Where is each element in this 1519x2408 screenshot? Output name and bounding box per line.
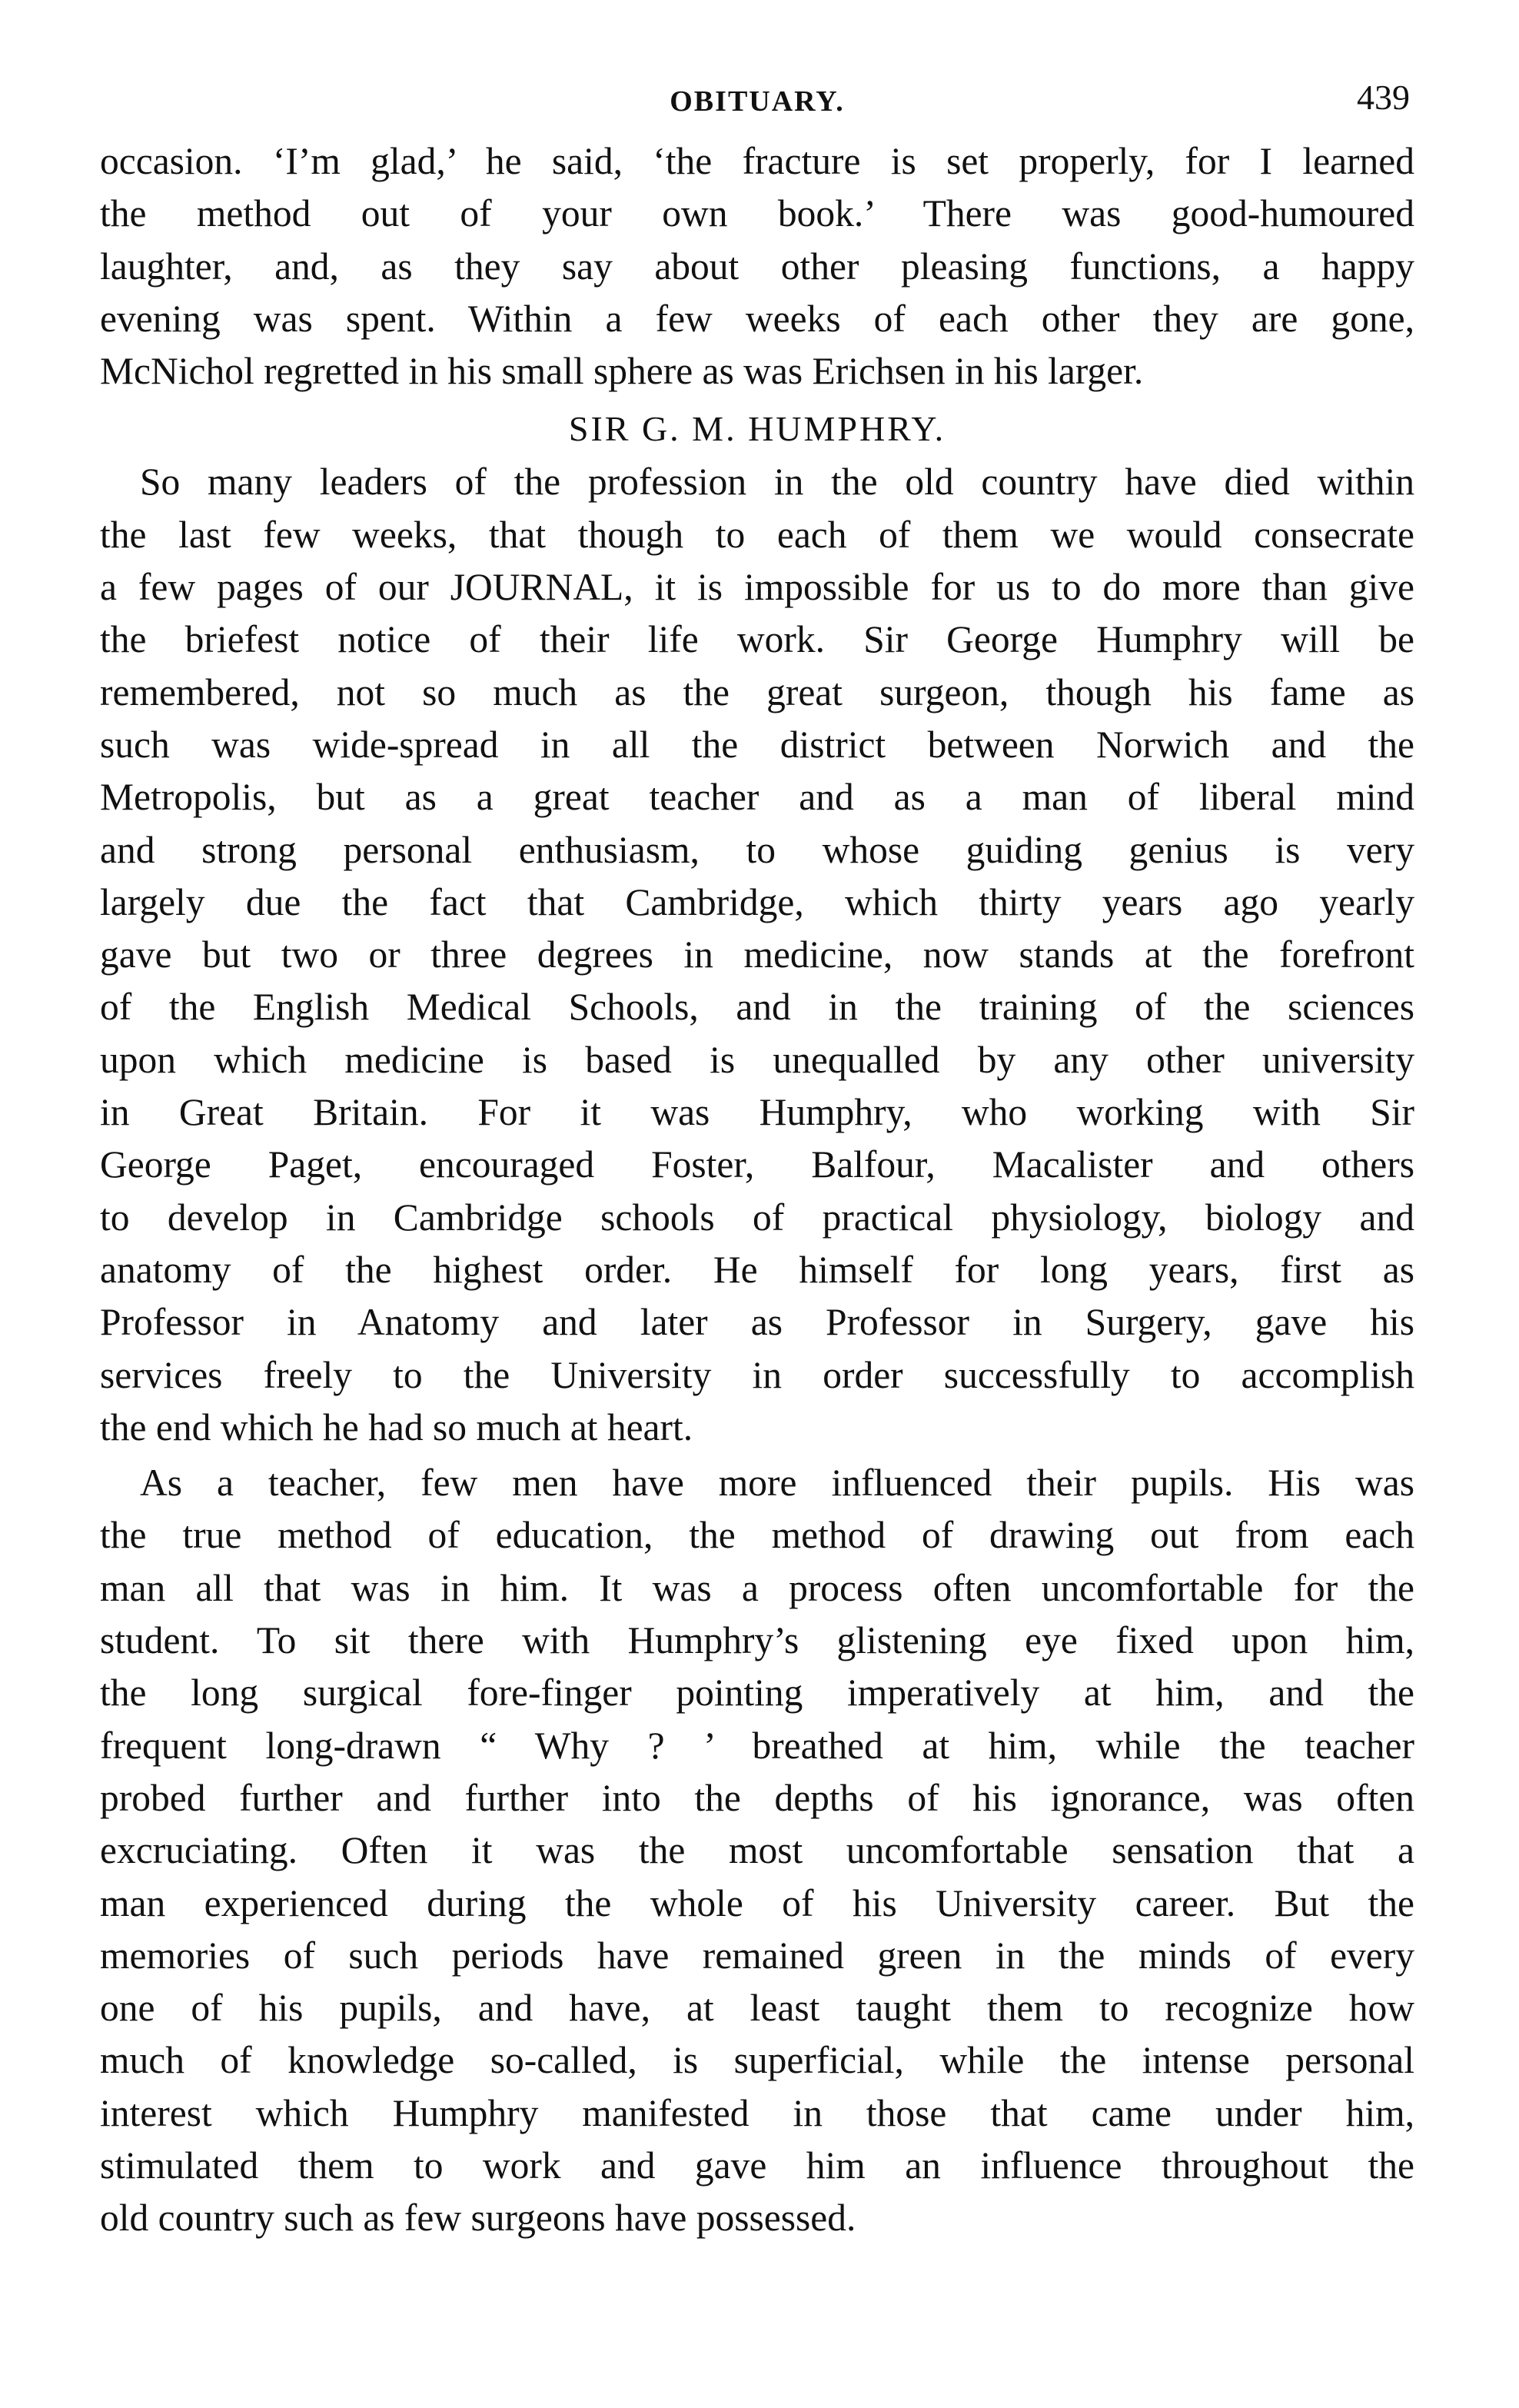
text-line: in Great Britain. For it was Humphry, who working with Sir: [100, 1091, 1414, 1134]
text-line: anatomy of the highest order. He himself for long years, first as: [100, 1248, 1414, 1291]
text-line: the end which he had so much at heart.: [100, 1405, 693, 1448]
text-line: excruciating. Often it was the most uncomfortable sensation that a: [100, 1829, 1414, 1872]
top-paragraph: [100, 135, 1414, 397]
section-heading: SIR G. M. HUMPHRY.: [568, 409, 946, 449]
document-page: [100, 74, 1414, 2245]
text-line: student. To sit there with Humphry’s glistening eye fixed upon him,: [100, 1619, 1414, 1662]
text-line: remembered, not so much as the great surgeon, though his fame as: [100, 670, 1414, 713]
text-line: laughter, and, as they say about other pleasing functions, a happy: [100, 244, 1414, 288]
page-number: 439: [1357, 78, 1410, 117]
text-line: So many leaders of the profession in the old country have died within: [140, 461, 1414, 504]
text-line: the method out of your own book.’ There was good-humoured: [100, 192, 1414, 235]
text-line: largely due the fact that Cambridge, which thirty years ago yearly: [100, 880, 1414, 923]
text-line: gave but two or three degrees in medicine, now stands at the forefront: [100, 933, 1414, 976]
text-line: Metropolis, but as a great teacher and as a man of liberal mind: [100, 776, 1414, 819]
paragraph-1: [100, 456, 1414, 1454]
text-line: evening was spent. Within a few weeks of each other they are gone,: [100, 297, 1414, 340]
text-line: frequent long-drawn “ Why ? ’ breathed at him, while the teacher: [100, 1724, 1414, 1767]
text-line: old country such as few surgeons have possessed.: [100, 2197, 856, 2240]
text-line: upon which medicine is based is unequalled by any other university: [100, 1038, 1414, 1081]
text-line: the last few weeks, that though to each of them we would consecrate: [100, 513, 1414, 556]
text-line: the briefest notice of their life work. Sir George Humphry will be: [100, 618, 1414, 661]
text-line: memories of such periods have remained green in the minds of every: [100, 1934, 1414, 1977]
paragraph-2: [100, 1457, 1414, 2244]
text-line: the true method of education, the method of drawing out from each: [100, 1514, 1414, 1557]
text-line: Professor in Anatomy and later as Professor in Surgery, gave his: [100, 1301, 1414, 1344]
running-header: [100, 74, 1414, 135]
text-line: interest which Humphry manifested in those that came under him,: [100, 2091, 1414, 2134]
text-line: much of knowledge so-called, is superficial, while the intense personal: [100, 2039, 1414, 2082]
text-line: probed further and further into the depths of his ignorance, was often: [100, 1776, 1414, 1819]
text-line: occasion. ‘I’m glad,’ he said, ‘the fracture is set properly, for I learned: [100, 140, 1414, 182]
text-line: stimulated them to work and gave him an influence throughout the: [100, 2144, 1414, 2187]
text-line: the long surgical fore-finger pointing imperatively at him, and the: [100, 1671, 1414, 1715]
text-line: McNichol regretted in his small sphere as was Erichsen in his larger.: [100, 350, 1144, 393]
text-line: to develop in Cambridge schools of practical physiology, biology and: [100, 1196, 1414, 1239]
running-title: OBITUARY.: [670, 85, 845, 118]
text-line: services freely to the University in order successfully to accomplish: [100, 1353, 1414, 1396]
text-line: man experienced during the whole of his University career. But the: [100, 1881, 1414, 1924]
text-line: one of his pupils, and have, at least taught them to recognize how: [100, 1987, 1414, 2030]
text-line: George Paget, encouraged Foster, Balfour, Macalister and others: [100, 1143, 1414, 1186]
text-line: such was wide-spread in all the district between Norwich and the: [100, 723, 1414, 766]
text-line: a few pages of our JOURNAL, it is impossible for us to do more than give: [100, 566, 1414, 609]
text-line: man all that was in him. It was a process often uncomfortable for the: [100, 1566, 1414, 1609]
text-line: of the English Medical Schools, and in the training of the sciences: [100, 986, 1414, 1029]
text-line: As a teacher, few men have more influenced their pupils. His was: [140, 1462, 1414, 1505]
text-line: and strong personal enthusiasm, to whose guiding genius is very: [100, 828, 1414, 871]
